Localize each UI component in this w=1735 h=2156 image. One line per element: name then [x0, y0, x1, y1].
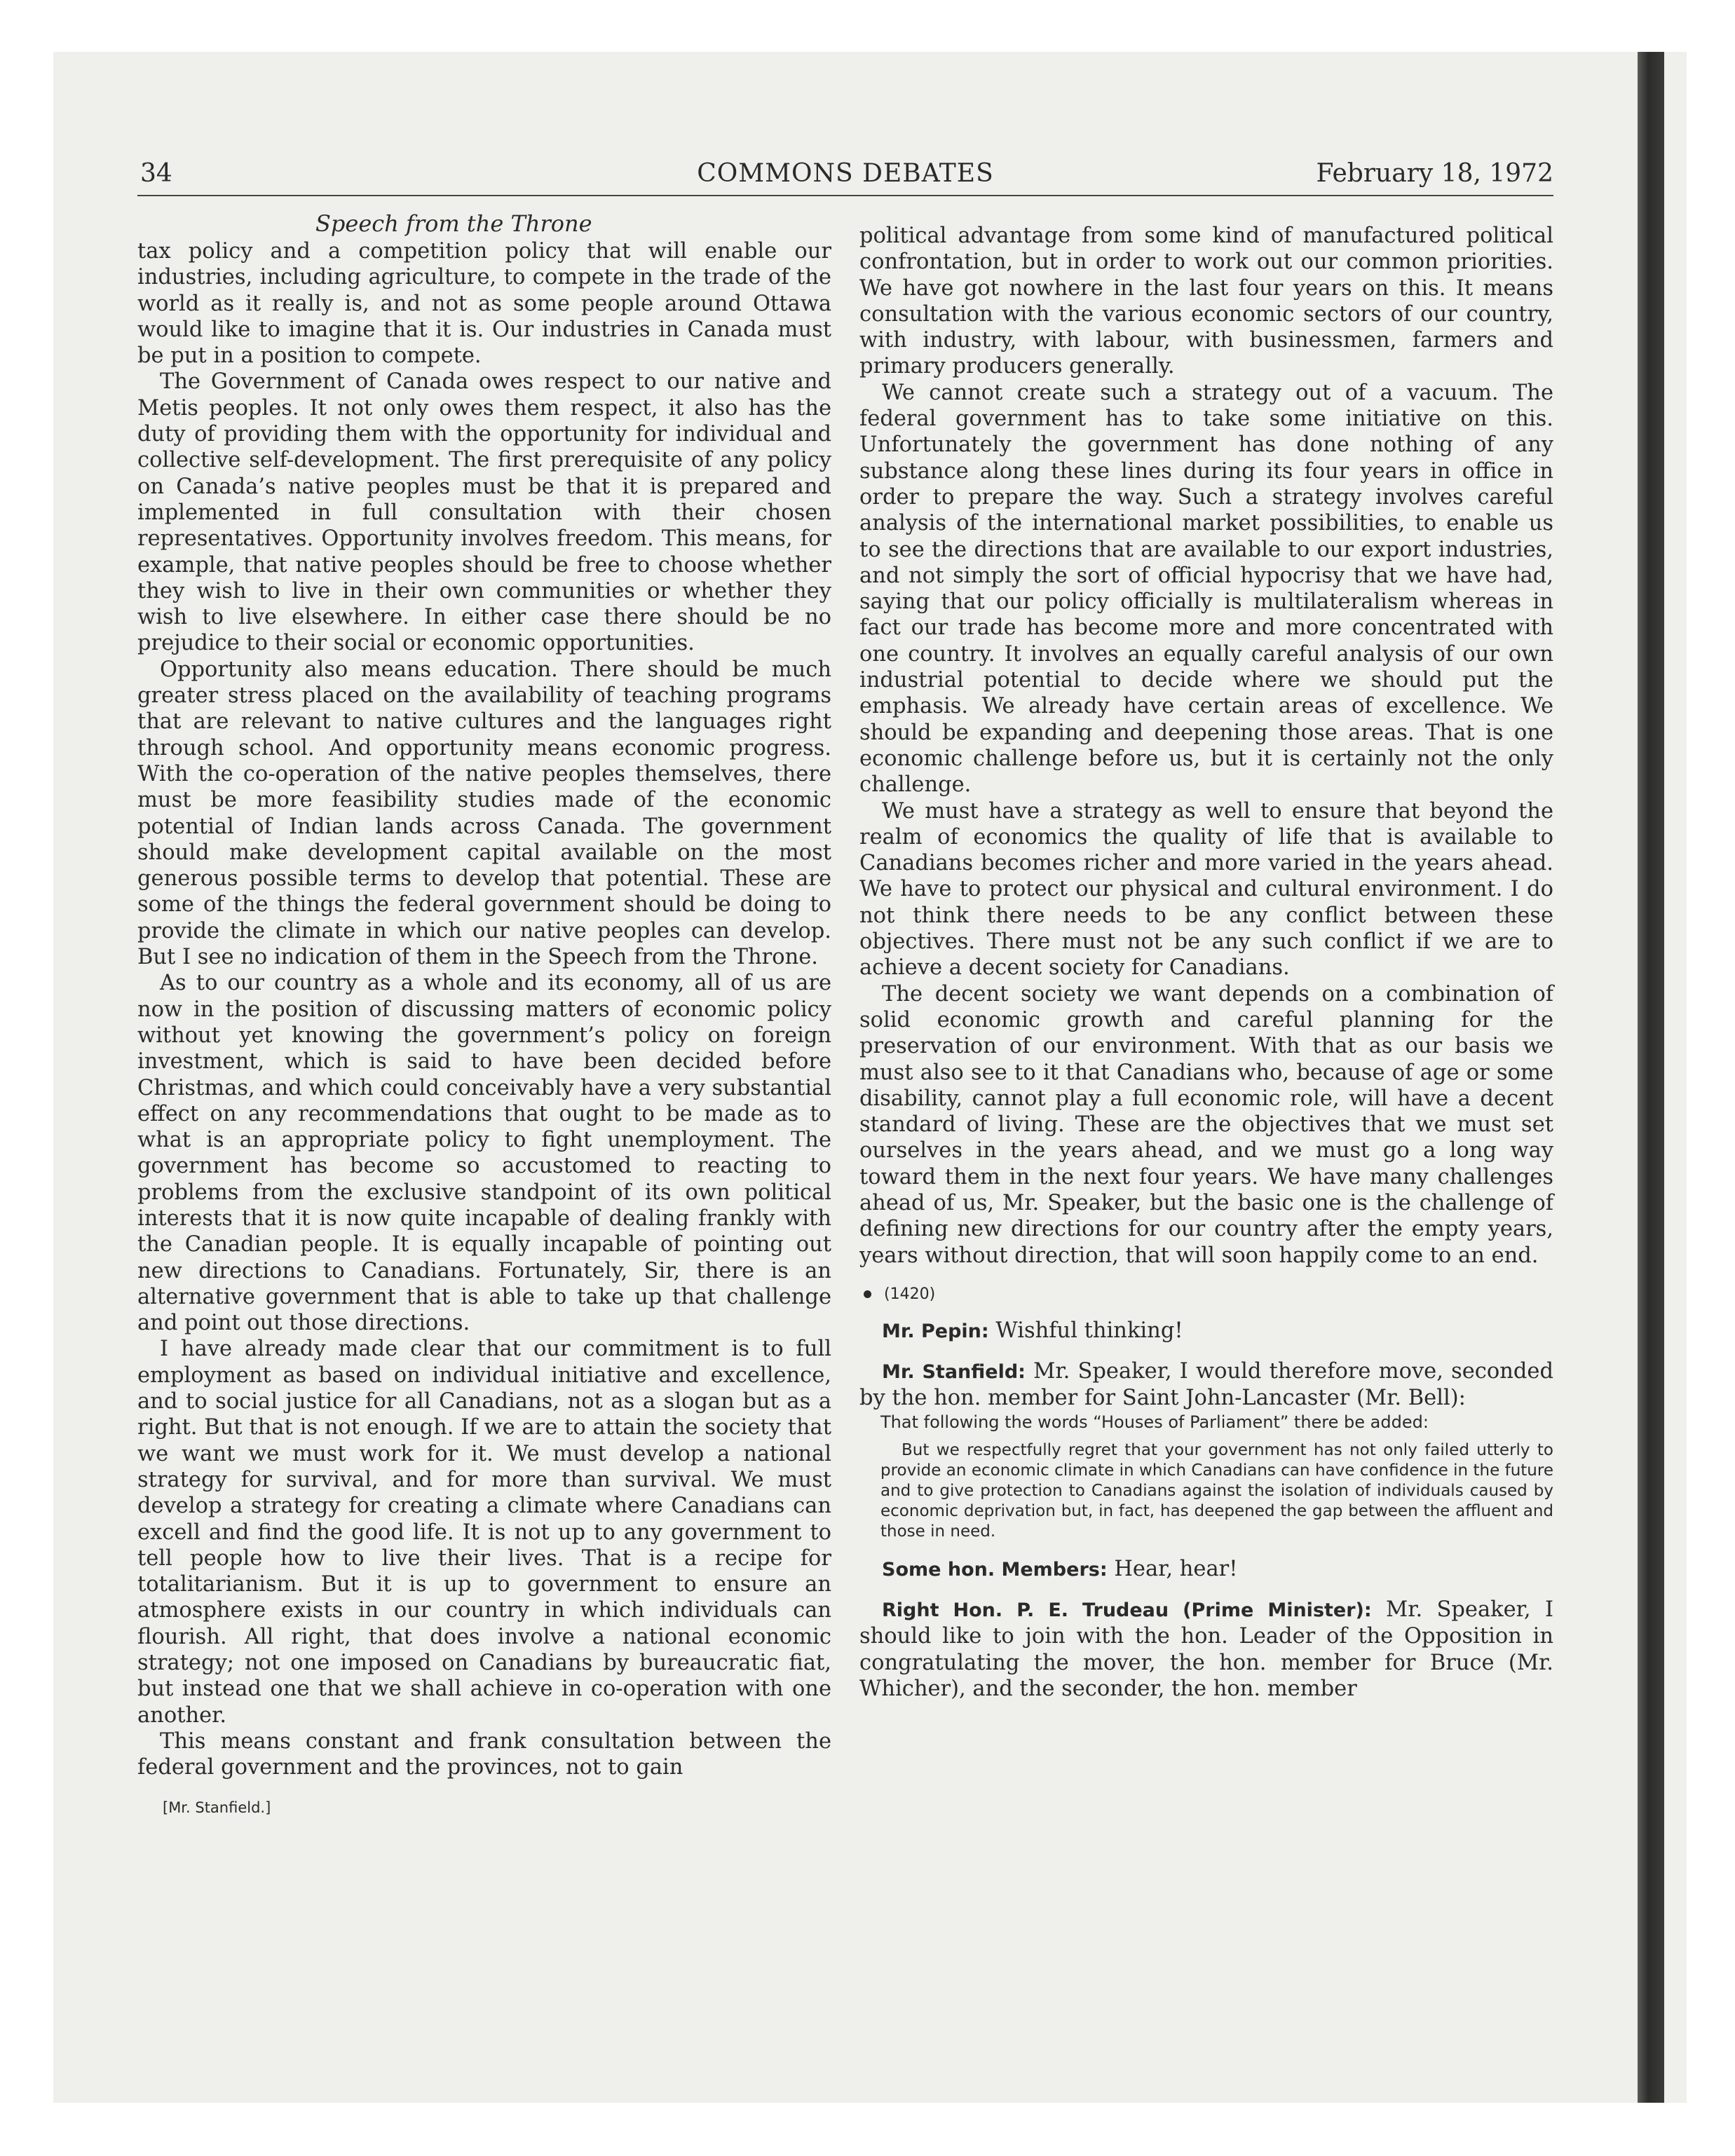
paragraph: Opportunity also means education. There should be much greater stress placed on the availability of teaching programs that are relevant to native cultures and the languages right through school. And opportunity means economic progress. With the co-operation of the native peoples themselves, there must be more feasibility studies made of the economic potential of Indian lands across Canada. The government should make development capital available on the most generous possible terms to develop that potential. These are some of the things the federal government should be doing to provide the climate in which our native peoples can develop. But I see no indication of them in the Speech from the Throne.: [137, 657, 831, 970]
speaker-name: Mr. Pepin:: [882, 1320, 989, 1342]
bullet-icon: [864, 1290, 871, 1298]
left-column: [137, 199, 831, 1816]
speech-text: Mr. Speaker, I would therefore move, seconded by the hon. member for Saint John-Lancaster (Mr. Bell):: [859, 1359, 1553, 1411]
motion-intro: That following the words “Houses of Parliament” there be added:: [880, 1412, 1429, 1432]
speaker-footnote: [Mr. Stanfield.]: [163, 1799, 271, 1816]
hansard-page: [137, 158, 1553, 1816]
binding-edge: [1638, 52, 1664, 2103]
speech-pepin: [859, 1318, 1553, 1344]
paragraph: As to our country as a whole and its economy, all of us are now in the position of discussing matters of economic policy without yet knowing the government’s policy on foreign investment, which is said to have been decided before Christmas, and which could conceivably have a very substantial effect on any recommendations that ought to be made as to what is an appropriate policy to fight unemployment. The government has become so accustomed to reacting to problems from the exclusive standpoint of its own political interests that it is now quite incapable of dealing frankly with the Canadian people. It is equally incapable of pointing out new directions to Canadians. Fortunately, Sir, there is an alternative government that is able to take up that challenge and point out those directions.: [137, 971, 831, 1336]
motion-text: But we respectfully regret that your government has not only failed utterly to provide an economic climate in which Canadians can have confidence in the future and to give protection to Canadians against the isolation of individuals caused by economic deprivation but, in fact, has deepened the gap between the affluent and those in need.: [880, 1440, 1553, 1541]
time-marker: [864, 1284, 1553, 1305]
speech-text: Hear, hear!: [1107, 1556, 1238, 1581]
right-column: [859, 223, 1553, 1816]
section-title: Speech from the Throne: [315, 210, 592, 237]
paragraph: I have already made clear that our commitment is to full employment as based on individual initiative and excellence, and to social justice for all Canadians, not as a slogan but as a right. But that is not enough. If we are to attain the society that we want we must work for it. We must develop a national strategy for survival, and for more than survival. We must develop a strategy for creating a climate where Canadians can excell and find the good life. It is not up to any government to tell people how to live their lives. That is a recipe for totalitarianism. But it is up to government to ensure an atmosphere exists in our country in which individuals can flourish. All right, that does involve a national economic strategy; not one imposed on Canadians by bureaucratic fiat, but instead one that we shall achieve in co-operation with one another.: [137, 1337, 831, 1728]
text-columns: [137, 199, 1553, 1816]
time-marker-text: (1420): [884, 1285, 936, 1303]
paragraph: We cannot create such a strategy out of a vacuum. The federal government has to take some initiative on this. Unfortunately the government has done nothing of any substance along these lines during its four years in office in order to prepare the way. Such a strategy involves careful analysis of the international market possibilities, to enable us to see the directions that are available to our export industries, and not simply the sort of official hypocrisy that we have had, saying that our policy officially is multilateralism whereas in fact our trade has become more and more concentrated with one country. It involves an equally careful analysis of our own industrial potential to decide where we should put the emphasis. We already have certain areas of excellence. We should be expanding and deepening those areas. That is one economic challenge before us, but it is certainly not the only challenge.: [859, 380, 1553, 798]
sitting-date: February 18, 1972: [1316, 159, 1553, 188]
speech-text: Wishful thinking!: [988, 1318, 1183, 1343]
speaker-name: Mr. Stanfield:: [882, 1361, 1026, 1384]
paragraph: tax policy and a competition policy that will enable our industries, including agriculture, to compete in the trade of the world as it really is, and not as some people around Ottawa would like to imagine that it is. Our industries in Canada must be put in a position to compete.: [137, 239, 831, 369]
paragraph: This means constant and frank consultation between the federal government and the provinces, not to gain: [137, 1728, 831, 1780]
page-number: 34: [140, 159, 172, 188]
paragraph: political advantage from some kind of manufactured political confrontation, but in order to work out our common priorities. We have got nowhere in the last four years on this. It means consultation with the various economic sectors of our country, with industry, with labour, with businessmen, farmers and primary producers generally.: [859, 224, 1553, 379]
speech-text: Mr. Speaker, I should like to join with the hon. Leader of the Opposition in congratulating the mover, the hon. member for Bruce (Mr. Whicher), and the seconder, the hon. member: [859, 1597, 1553, 1701]
running-head: [137, 158, 1553, 196]
speech-trudeau: [859, 1597, 1553, 1702]
paragraph: The Government of Canada owes respect to our native and Metis peoples. It not only owes them respect, it also has the duty of providing them with the opportunity for individual and collective self-development. The first prerequisite of any policy on Canada’s native peoples must be that it is prepared and implemented in full consultation with their chosen representatives. Opportunity involves freedom. This means, for example, that native peoples should be free to choose whether they wish to live in their own communities or whether they wish to live elsewhere. In either case there should be no prejudice to their social or economic opportunities.: [137, 369, 831, 656]
paragraph: We must have a strategy as well to ensure that beyond the realm of economics the quality of life that is available to Canadians becomes richer and more varied in the years ahead. We have to protect our physical and cultural environment. I do not think there needs to be any conflict between these objectives. There must not be any such conflict if we are to achieve a decent society for Canadians.: [859, 798, 1553, 981]
speaker-name: Right Hon. P. E. Trudeau (Prime Minister):: [882, 1599, 1372, 1622]
speech-stanfield: [859, 1358, 1553, 1412]
journal-title: COMMONS DEBATES: [697, 159, 994, 188]
speech-members: [859, 1556, 1553, 1583]
paragraph: The decent society we want depends on a combination of solid economic growth and careful planning for the preservation of our environment. With that as our basis we must also see to it that Canadians who, because of age or some disability, cannot play a full economic role, will have a decent standard of living. These are the objectives that we must set ourselves in the years ahead, and we must go a long way toward them in the next four years. We have many challenges ahead of us, Mr. Speaker, but the basic one is the challenge of defining new directions for our country after the empty years, years without direction, that will soon happily come to an end.: [859, 981, 1553, 1268]
speaker-name: Some hon. Members:: [882, 1558, 1108, 1581]
